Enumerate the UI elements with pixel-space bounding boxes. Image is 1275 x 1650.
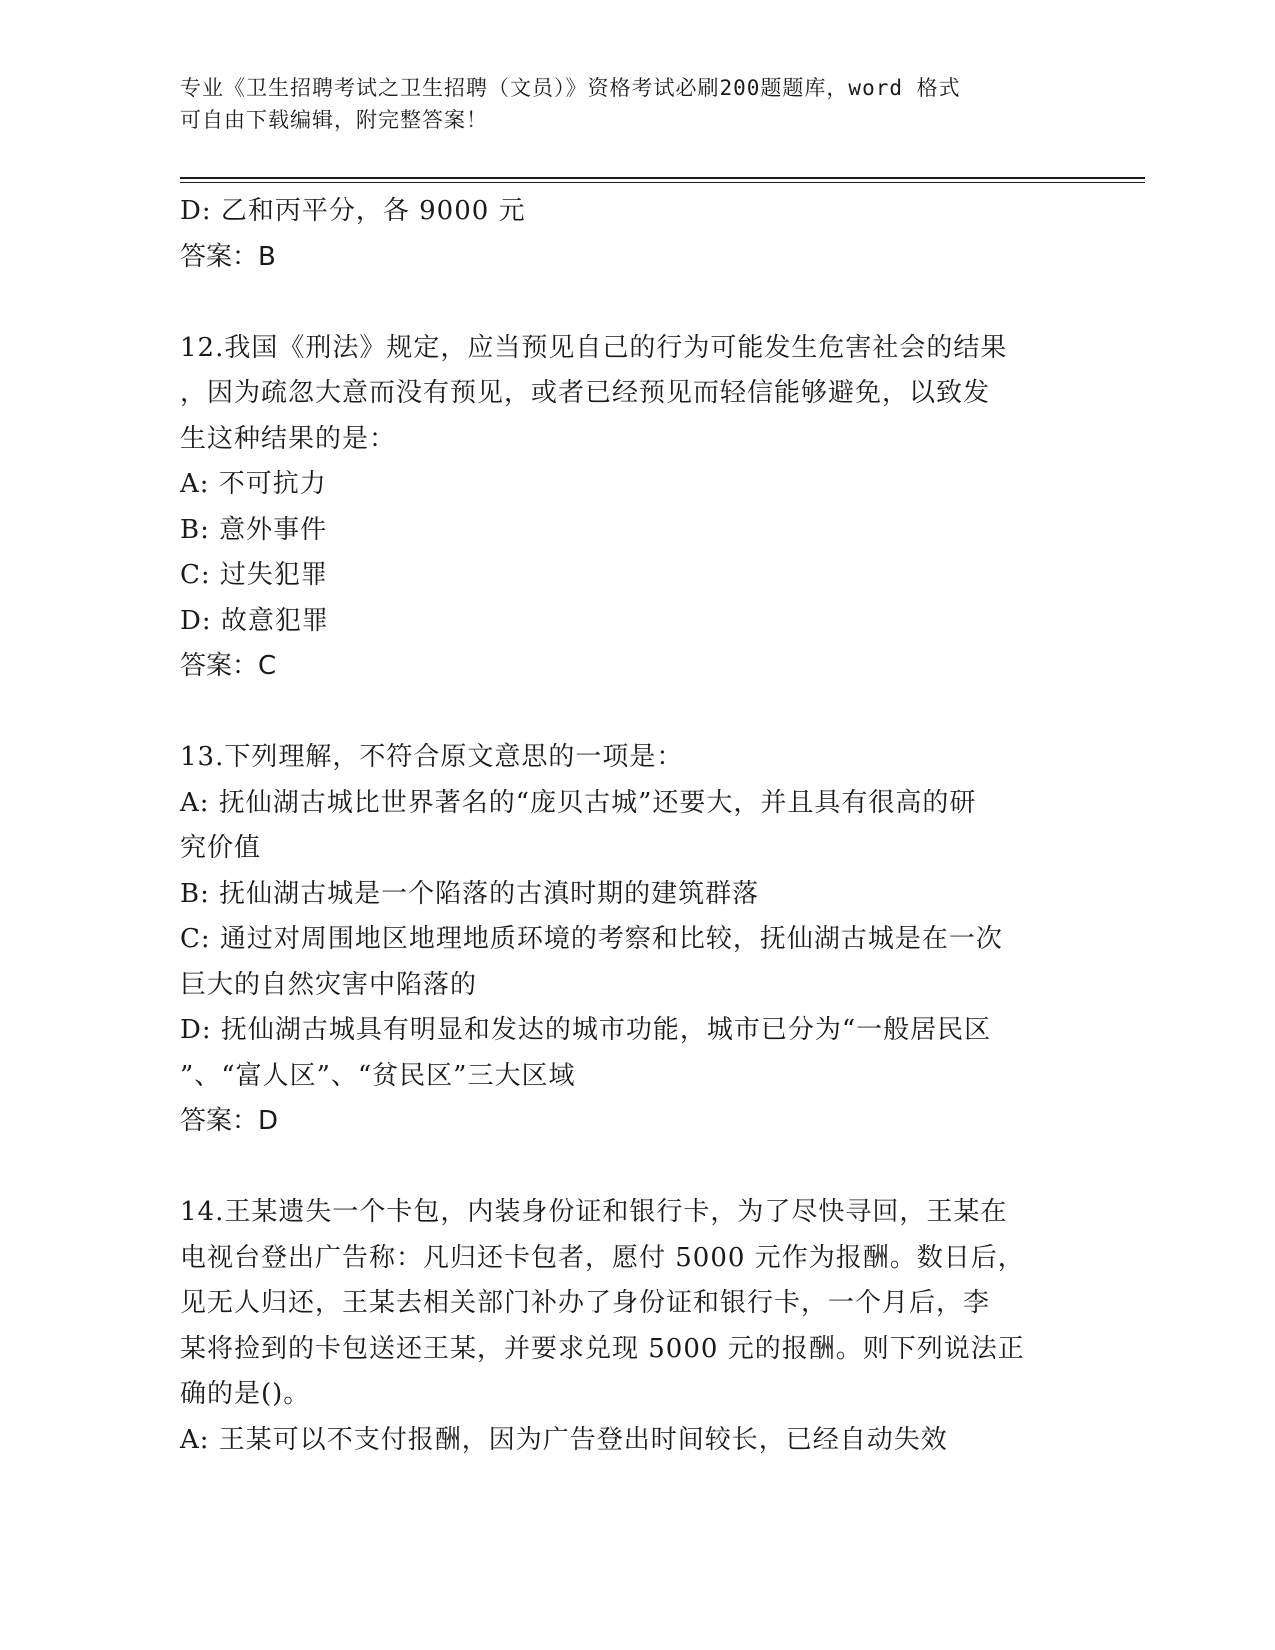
option-d: D: 抚仙湖古城具有明显和发达的城市功能，城市已分为“一般居民区 [180, 1015, 992, 1045]
header-line-1: 专业《卫生招聘考试之卫生招聘（文员）》资格考试必刷200题题库，word 格式 [180, 76, 961, 100]
question-text-line: 电视台登出广告称：凡归还卡包者，愿付 5000 元作为报酬。数日后， [180, 1242, 1025, 1273]
document-body [180, 189, 1060, 1463]
answer-line: 答案：C [180, 651, 277, 681]
option-a-continued: 究价值 [180, 833, 262, 863]
option-b: B: 抚仙湖古城是一个陷落的古滇时期的建筑群落 [180, 878, 760, 909]
option-a: A: 不可抗力 [180, 469, 327, 499]
question-text-line: 某将捡到的卡包送还王某，并要求兑现 5000 元的报酬。则下列说法正 [180, 1333, 1025, 1364]
question-14 [180, 1190, 1060, 1463]
option-d: D: 故意犯罪 [180, 605, 329, 636]
question-text-line: 12.我国《刑法》规定，应当预见自己的行为可能发生危害社会的结果 [180, 332, 1008, 363]
question-text-line: 13.下列理解，不符合原文意思的一项是： [180, 742, 684, 772]
spacer [180, 280, 1060, 326]
question-text-line: 生这种结果的是： [180, 423, 397, 454]
option-d: D: 乙和丙平分，各 9000 元 [180, 196, 526, 226]
header-divider-thin [180, 182, 1145, 183]
question-text-line: 见无人归还，王某去相关部门补办了身份证和银行卡，一个月后，李 [180, 1288, 991, 1318]
answer-line: 答案：D [180, 1106, 279, 1136]
spacer [180, 690, 1060, 736]
option-d-continued: ”、“富人区”、“贫民区”三大区域 [180, 1060, 576, 1091]
question-13 [180, 735, 1060, 1145]
spacer [180, 1145, 1060, 1191]
answer-line: 答案：B [180, 241, 276, 272]
option-c: C: 通过对周围地区地理地质环境的考察和比较，抚仙湖古城是在一次 [180, 924, 1003, 954]
option-b: B: 意外事件 [180, 514, 328, 545]
option-c-continued: 巨大的自然灾害中陷落的 [180, 969, 478, 1000]
question-12 [180, 326, 1060, 690]
previous-question-tail [180, 189, 1060, 280]
document-header [180, 72, 1060, 136]
option-a: A: 王某可以不支付报酬，因为广告登出时间较长，已经自动失效 [180, 1424, 948, 1455]
question-text-line: ，因为疏忽大意而没有预见，或者已经预见而轻信能够避免，以致发 [180, 378, 991, 408]
option-a: A: 抚仙湖古城比世界著名的“庞贝古城”还要大，并且具有很高的研 [180, 787, 977, 818]
question-text-line: 14.王某遗失一个卡包，内装身份证和银行卡，为了尽快寻回，王某在 [180, 1197, 1008, 1227]
header-divider-thick [180, 177, 1145, 179]
question-text-line: 确的是()。 [180, 1379, 311, 1409]
option-c: C: 过失犯罪 [180, 560, 328, 590]
header-line-2: 可自由下载编辑，附完整答案！ [180, 108, 488, 132]
